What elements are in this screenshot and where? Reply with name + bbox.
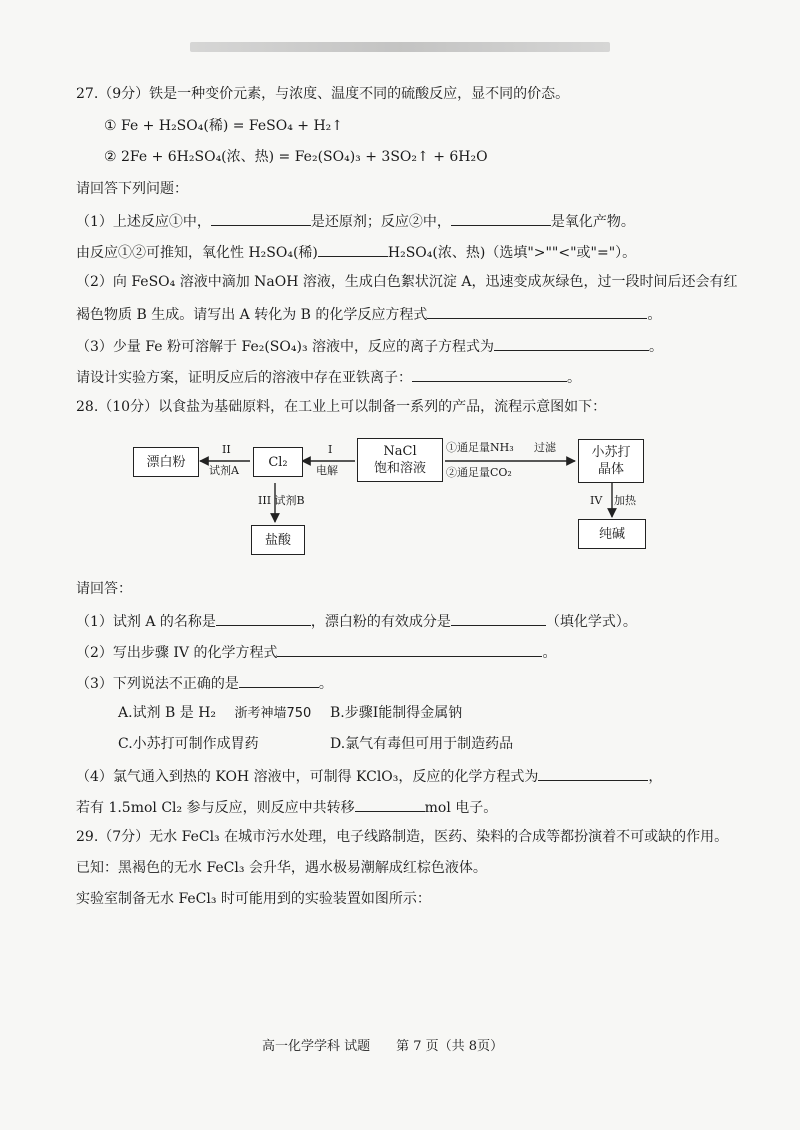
q28-option-c: C.小苏打可制作成胃药 xyxy=(118,736,259,752)
step-2-label: II xyxy=(222,443,231,456)
step-1-label: I xyxy=(328,443,333,456)
step-1-note: 电解 xyxy=(316,464,338,477)
q27-equation-2: ② 2Fe + 6H₂SO₄(浓、热) = Fe₂(SO₄)₃ + 3SO₂↑ + 6H₂O xyxy=(104,149,488,165)
q27-title: 27.（9分）铁是一种变价元素，与浓度、温度不同的硫酸反应，显不同的价态。 xyxy=(76,86,570,102)
q27-part2-line1: （2）向 FeSO₄ 溶液中滴加 NaOH 溶液，生成白色絮状沉淀 A，迅速变成灰绿色，过一段时间后还会有红 xyxy=(76,274,738,290)
co2-label: ②通足量CO₂ xyxy=(446,466,512,479)
answer-blank[interactable] xyxy=(451,611,546,626)
q28-ask: 请回答： xyxy=(76,581,132,597)
filter-label: 过滤 xyxy=(534,441,556,454)
bleach-box: 漂白粉 xyxy=(133,447,199,477)
baking-soda-box: 小苏打 晶体 xyxy=(578,439,644,483)
answer-blank[interactable] xyxy=(355,797,425,812)
soda-ash-box: 纯碱 xyxy=(578,519,646,549)
q27-ask: 请回答下列问题： xyxy=(76,181,188,197)
q28-part4-line2: 若有 1.5mol Cl₂ 参与反应，则反应中共转移 mol 电子。 xyxy=(76,797,497,817)
q28-title: 28.（10分）以食盐为基础原料，在工业上可以制备一系列的产品，流程示意图如下： xyxy=(76,399,607,415)
q28-part1: （1）试剂 A 的名称是 ，漂白粉的有效成分是 （填化学式）。 xyxy=(76,611,637,631)
q27-part1-line2: 由反应①②可推知，氧化性 H₂SO₄(稀) H₂SO₄(浓、热)（选填">""<"或"="）。 xyxy=(76,242,636,262)
cl2-box: Cl₂ xyxy=(253,447,303,477)
q28-option-a: A.试剂 B 是 H₂ 浙考神墙750 xyxy=(118,705,312,721)
q27-part1-line1: （1）上述反应①中， 是还原剂；反应②中， 是氧化产物。 xyxy=(76,211,635,231)
step-4-label: IV xyxy=(590,494,603,507)
watermark-text: 浙考神墙750 xyxy=(234,706,312,721)
q27-equation-1: ① Fe + H₂SO₄(稀) = FeSO₄ + H₂↑ xyxy=(104,118,344,134)
step-2-note: 试剂A xyxy=(209,464,239,477)
nacl-box: NaCl 饱和溶液 xyxy=(357,438,443,482)
q29-lab: 实验室制备无水 FeCl₃ 时可能用到的实验装置如图所示： xyxy=(76,891,431,907)
answer-blank[interactable] xyxy=(239,673,319,688)
q28-part2: （2）写出步骤 IV 的化学方程式 。 xyxy=(76,642,556,662)
hydrochloric-acid-box: 盐酸 xyxy=(251,525,305,555)
q27-part3-line1: （3）少量 Fe 粉可溶解于 Fe₂(SO₄)₃ 溶液中，反应的离子方程式为 。 xyxy=(76,336,663,356)
answer-blank[interactable] xyxy=(216,611,311,626)
answer-blank[interactable] xyxy=(277,642,542,657)
q27-part2-line2: 褐色物质 B 生成。请写出 A 转化为 B 的化学反应方程式 。 xyxy=(76,304,661,324)
step-4-note: 加热 xyxy=(614,494,636,507)
q28-part4-line1: （4）氯气通入到热的 KOH 溶液中，可制得 KClO₃，反应的化学方程式为 ， xyxy=(76,766,662,786)
q28-part3: （3）下列说法不正确的是 。 xyxy=(76,673,333,693)
answer-blank[interactable] xyxy=(538,766,648,781)
q28-option-d: D.氯气有毒但可用于制造药品 xyxy=(330,736,514,752)
q29-known: 已知：黑褐色的无水 FeCl₃ 会升华，遇水极易潮解成红棕色液体。 xyxy=(76,860,487,876)
q28-option-b: B.步骤I能制得金属钠 xyxy=(330,705,463,721)
q27-part3-line2: 请设计实验方案，证明反应后的溶液中存在亚铁离子： 。 xyxy=(76,367,581,387)
nh3-label: ①通足量NH₃ xyxy=(446,441,514,454)
page-footer: 高一化学学科 试题 第 7 页（共 8页） xyxy=(262,1039,504,1054)
q29-title: 29.（7分）无水 FeCl₃ 在城市污水处理，电子线路制造，医药、染料的合成等都扮演着不可或缺的作用。 xyxy=(76,829,729,845)
step-3-label: III 试剂B xyxy=(258,494,305,507)
